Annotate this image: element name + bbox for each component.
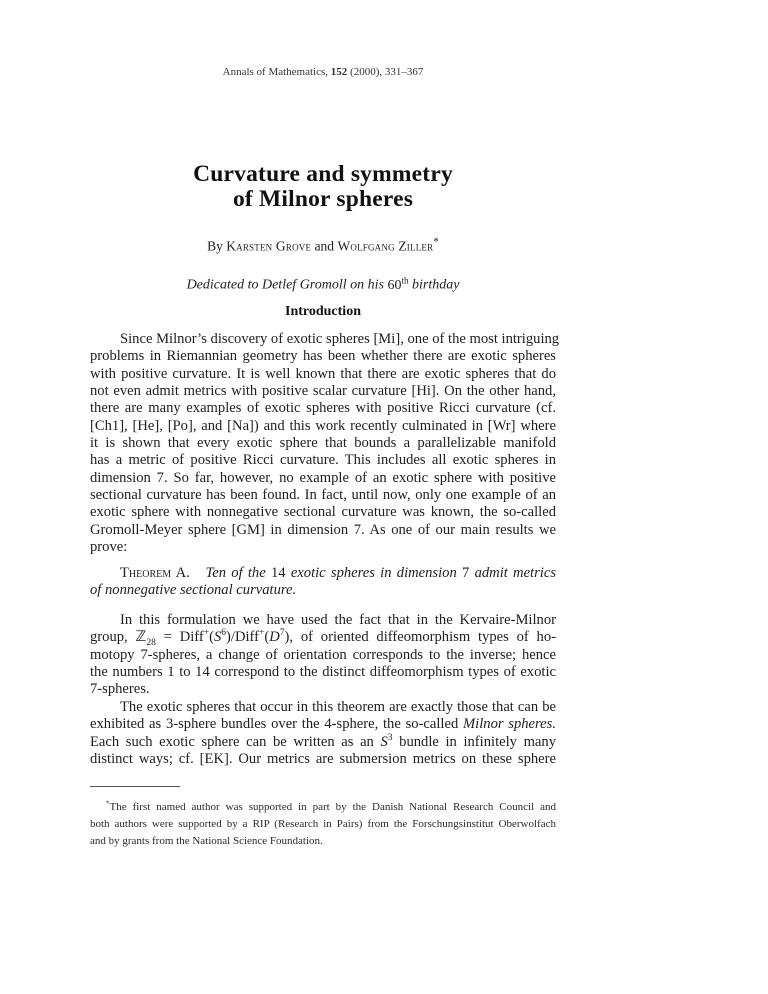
text-line: exhibited as 3-sphere bundles over the 4-sphere, the so-called Milnor spheres. bbox=[90, 716, 556, 733]
text-line: [Ch1], [He], [Po], and [Na]) and this work recently culminated in [Wr] where bbox=[90, 417, 556, 434]
text-line: with positive curvature. It is well known that there are exotic spheres that do bbox=[90, 365, 556, 382]
text-line: Since Milnor’s discovery of exotic spheres [Mi], one of the most intriguing bbox=[120, 331, 560, 347]
text-line: exotic sphere with nonnegative sectional curvature was known, the so-called bbox=[90, 504, 556, 521]
dedication bbox=[90, 275, 556, 294]
theorem-line-1: Theorem A. Ten of the 14 exotic spheres in dimension 7 admit metrics bbox=[120, 565, 557, 581]
text-line: problems in Riemannian geometry has been whether there are exotic spheres bbox=[90, 348, 556, 365]
dedication-text-end: birthday bbox=[411, 277, 460, 293]
journal-name: Annals of Mathematics, bbox=[222, 66, 329, 78]
text-line: distinct ways; cf. [EK]. Our metrics are submersion metrics on these sphere bbox=[90, 751, 556, 768]
text-line: there are many examples of exotic spheres with positive Ricci curvature (cf. bbox=[90, 400, 556, 417]
text-line: the numbers 1 to 14 correspond to the distinct diffeomorphism types of exotic bbox=[90, 664, 556, 681]
paper-title bbox=[90, 162, 556, 212]
dedication-number: 60th bbox=[387, 275, 409, 293]
title-line-1: Curvature and symmetry bbox=[193, 161, 453, 187]
author-footnote-marker: * bbox=[433, 236, 439, 248]
text-line: it is shown that every exotic sphere that bounds a parallelizable manifold bbox=[90, 435, 556, 452]
text-line: not even admit metrics with positive scalar curvature [Hi]. On the other hand, bbox=[90, 383, 556, 400]
text-line: prove: bbox=[90, 539, 128, 556]
paragraph-milnor-spheres bbox=[90, 699, 556, 768]
text-line: has a metric of positive Ricci curvature. This includes all exotic spheres in bbox=[90, 452, 556, 469]
section-heading-introduction: Introduction bbox=[285, 304, 361, 319]
text-line: Gromoll-Meyer sphere [GM] in dimension 7. As one of our main results we bbox=[90, 521, 556, 538]
author-ziller: Wolfgang Ziller bbox=[337, 238, 434, 254]
footnote-divider bbox=[90, 786, 180, 787]
journal-volume: 152 bbox=[330, 66, 348, 78]
text-line: dimension 7. So far, however, no example of an exotic sphere with positive bbox=[90, 469, 556, 486]
text-line: The exotic spheres that occur in this theorem are exactly those that can be bbox=[120, 699, 556, 715]
text-line: 7-spheres. bbox=[90, 681, 150, 698]
theorem-line-2: of nonnegative sectional curvature. bbox=[90, 582, 297, 599]
paragraph-formulation bbox=[90, 612, 556, 699]
text-line-math: group, ℤ$_{28}$ = $Diff^+(S^6)/Diff^+(D^7)$, of oriented diffeomorphism types of ho- bbox=[90, 628, 557, 649]
running-head bbox=[90, 66, 556, 78]
author-grove: Karsten Grove bbox=[226, 238, 312, 254]
text-line: In this formulation we have used the fact that in the Kervaire-Milnor bbox=[120, 612, 556, 628]
footnote bbox=[90, 799, 556, 849]
by-label: By bbox=[207, 238, 223, 254]
journal-year-pages: (2000), 331–367 bbox=[350, 66, 424, 78]
author-line bbox=[90, 236, 556, 255]
theorem-a bbox=[90, 565, 556, 600]
and-label: and bbox=[314, 238, 335, 254]
title-line-2: of Milnor spheres bbox=[232, 186, 414, 212]
dedication-text: Dedicated to Detlef Gromoll on his bbox=[186, 277, 384, 293]
text-line: sectional curvature has been found. In fact, until now, only one example of an bbox=[90, 487, 556, 504]
footnote-line: and by grants from the National Science Foundation. bbox=[90, 834, 323, 847]
text-line: motopy 7-spheres, a change of orientation corresponds to the inverse; hence bbox=[90, 646, 556, 663]
theorem-label: Theorem A. bbox=[120, 565, 190, 581]
footnote-line: both authors were supported by a RIP (Research in Pairs) from the Forschungsinstitut Oberwolfach bbox=[90, 817, 556, 830]
footnote-line: *The first named author was supported in part by the Danish National Research Council and bbox=[106, 799, 556, 813]
text-line: Each such exotic sphere can be written as an $S^3$ bundle in infinitely many bbox=[90, 732, 556, 750]
paragraph-intro bbox=[90, 331, 560, 556]
